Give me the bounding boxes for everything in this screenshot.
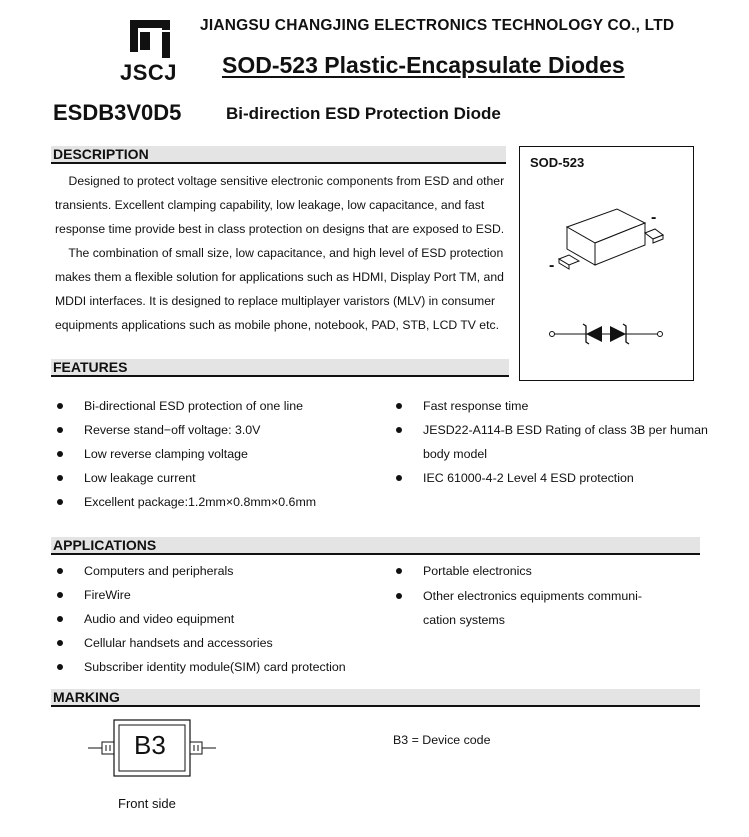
package-box bbox=[519, 146, 694, 381]
description-heading: DESCRIPTION bbox=[51, 146, 506, 164]
description-line: equipments applications such as mobile phone, notebook, PAD, STB, LCD TV etc. bbox=[55, 318, 499, 332]
bullet-icon bbox=[57, 616, 63, 622]
sod523-package-icon bbox=[545, 189, 675, 279]
bullet-icon bbox=[57, 403, 63, 409]
part-description: Bi-direction ESD Protection Diode bbox=[226, 104, 501, 123]
package-minus-left: - bbox=[549, 257, 555, 274]
bullet-icon bbox=[57, 451, 63, 457]
description-line: makes them a flexible solution for applications such as HDMI, Display Port TM, and bbox=[55, 270, 504, 284]
description-line: response time provide best in class protection on designs that are exposed to ESD. bbox=[55, 222, 505, 236]
package-title: SOD-523 bbox=[530, 155, 585, 170]
logo-text: JSCJ bbox=[120, 60, 178, 85]
bullet-icon bbox=[396, 403, 402, 409]
marking-caption: Front side bbox=[118, 796, 176, 811]
marking-code: B3 bbox=[134, 730, 166, 760]
bidirectional-diode-symbol-icon bbox=[546, 321, 666, 347]
features-heading: FEATURES bbox=[51, 359, 509, 377]
bullet-icon bbox=[57, 475, 63, 481]
list-item-continuation: body model bbox=[423, 447, 488, 461]
description-line: The combination of small size, low capacitance, and high level of ESD protection bbox=[55, 246, 504, 260]
bullet-icon bbox=[57, 568, 63, 574]
company-name: JIANGSU CHANGJING ELECTRONICS TECHNOLOGY CO., LTD bbox=[200, 17, 675, 34]
list-item-continuation: cation systems bbox=[423, 613, 505, 627]
marking-heading: MARKING bbox=[51, 689, 700, 707]
bullet-icon bbox=[396, 475, 402, 481]
bullet-icon bbox=[57, 592, 63, 598]
document-title: SOD-523 Plastic-Encapsulate Diodes bbox=[222, 52, 625, 78]
bullet-icon bbox=[396, 593, 402, 599]
description-line: Designed to protect voltage sensitive electronic components from ESD and other bbox=[55, 174, 505, 188]
description-line: transients. Excellent clamping capability, low leakage, low capacitance, and fast bbox=[55, 198, 485, 212]
description-line: MDDI interfaces. It is designed to replace multiplayer varistors (MLV) in consumer bbox=[55, 294, 496, 308]
bullet-icon bbox=[57, 664, 63, 670]
bullet-icon bbox=[57, 427, 63, 433]
bullet-icon bbox=[57, 499, 63, 505]
bullet-icon bbox=[396, 568, 402, 574]
marking-legend: B3 = Device code bbox=[393, 733, 491, 747]
part-number: ESDB3V0D5 bbox=[53, 100, 182, 125]
bullet-icon bbox=[57, 640, 63, 646]
bullet-icon bbox=[396, 427, 402, 433]
package-minus-right: - bbox=[651, 209, 657, 226]
applications-heading: APPLICATIONS bbox=[51, 537, 700, 555]
